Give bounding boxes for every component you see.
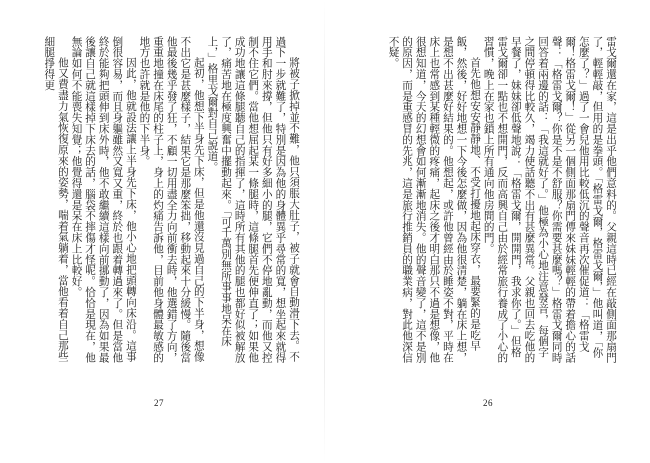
paragraph: 將被子掀掉並不難，他只須脹大肚子，被子就會自動滑下去。不過下一步就難了，特別是因為他的身體異乎尋常的寬，想坐起來就得用手和肘來撐，但他只有好多細小的腿，它們不停地亂動，而他又控制不住它們。當他想屈起某一條腿時，這條腿首先便伸直了；如果他成功地讓這條腿聽自己的指揮了，這時所有其他的腿也都好似被解放了，痛苦地在極度興奮中擺動起來。「可千萬別無所事事地呆在床上，」格里戈爾對自己說道。 [206,36,300,363]
paragraph: 起初，他想下半身先下床，但是他還沒見過自己的下半身，想像不出它是甚麼樣子，結果它是那麼笨拙，移動起來十分緩慢。隨後當他最後幾乎發了狂，不顧一切用盡全力向前衝去時，他選錯了方向，重重地撞在床尾的柱子上，身上的灼痛告訴他，目前他身體最敏感的地方也許就是他的下半身。 [138,36,205,363]
paragraph: 因此，他就設法讓上半身先下床，他小心地把頭轉向床沿。這事倒很容易，而且身軀雖然又寬又重，終於也跟着轉過來了。但是當他終於能夠把頭伸到床外時，他不敢繼續這樣向前挪動了，因為如果最後讓自己就這樣掉下床去的話，腦袋不摔傷才怪呢。恰恰是現在，他無論如何不能喪失知覺；他覺得還是呆在床上比較好。 [70,36,137,363]
paragraph: 首先他想安安靜靜地、不受打擾地起床穿衣，最要緊的是吃早飯，然後，好好地想一下今後怎麼做，因為他很清楚，躺在床上想，是想不出甚麼好結果的。他想起，或許他曾經由於睡姿不對，平時在床上也常感到某種輕微的疼痛，起床之後才明白那只不過是想像，他很想知道，今天的幻想會如何漸漸地消失。他的聲音變了，這不是別的原因，而是重感冒的先兆，這是旅行推銷員的職業病，對此他深信不疑。 [387,36,482,363]
right-page-text [355,36,617,366]
paragraph: 他又費盡力氣恢復原來的姿勢，喘着氣躺着，當他看着自己那些細腿掙得更 [43,36,69,363]
right-page [325,0,650,463]
paragraph: 雷戈爾還在家，這是出乎他們意料的。父親這時已經在敲側面那扇門了，輕輕敲，但用的是拳頭。「格雷戈爾，格雷戈爾，」他叫道，「你怎麼了？」過了一會兒他用比較低沉的聲音再次催促道：「格雷戈爾！格雷戈爾！」從另一個側面那扇門傳來妹妹輕輕的帶着擔心的話聲：「格雷戈爾？你是不是不舒服？你需要甚麼嗎？」格雷戈爾同時回答着兩邊的話：「我這就好了。」他極為小心地注意發音，每個字之間停頓得比較久，竭力使話聽不出有甚麼異常。父親也回去吃他的早餐了，妹妹卻低聲地說：「格雷戈爾，開開門，我求你了。」但格雷戈爾卻一點也不想開門，反而高興自己由於經常旅行養成了小心的習慣，晚上在家也鎖上所有通向他房間的門。 [482,36,617,363]
page-number-right: 26 [483,398,493,408]
left-page-text [38,36,300,366]
page-number-left: 27 [154,398,164,408]
